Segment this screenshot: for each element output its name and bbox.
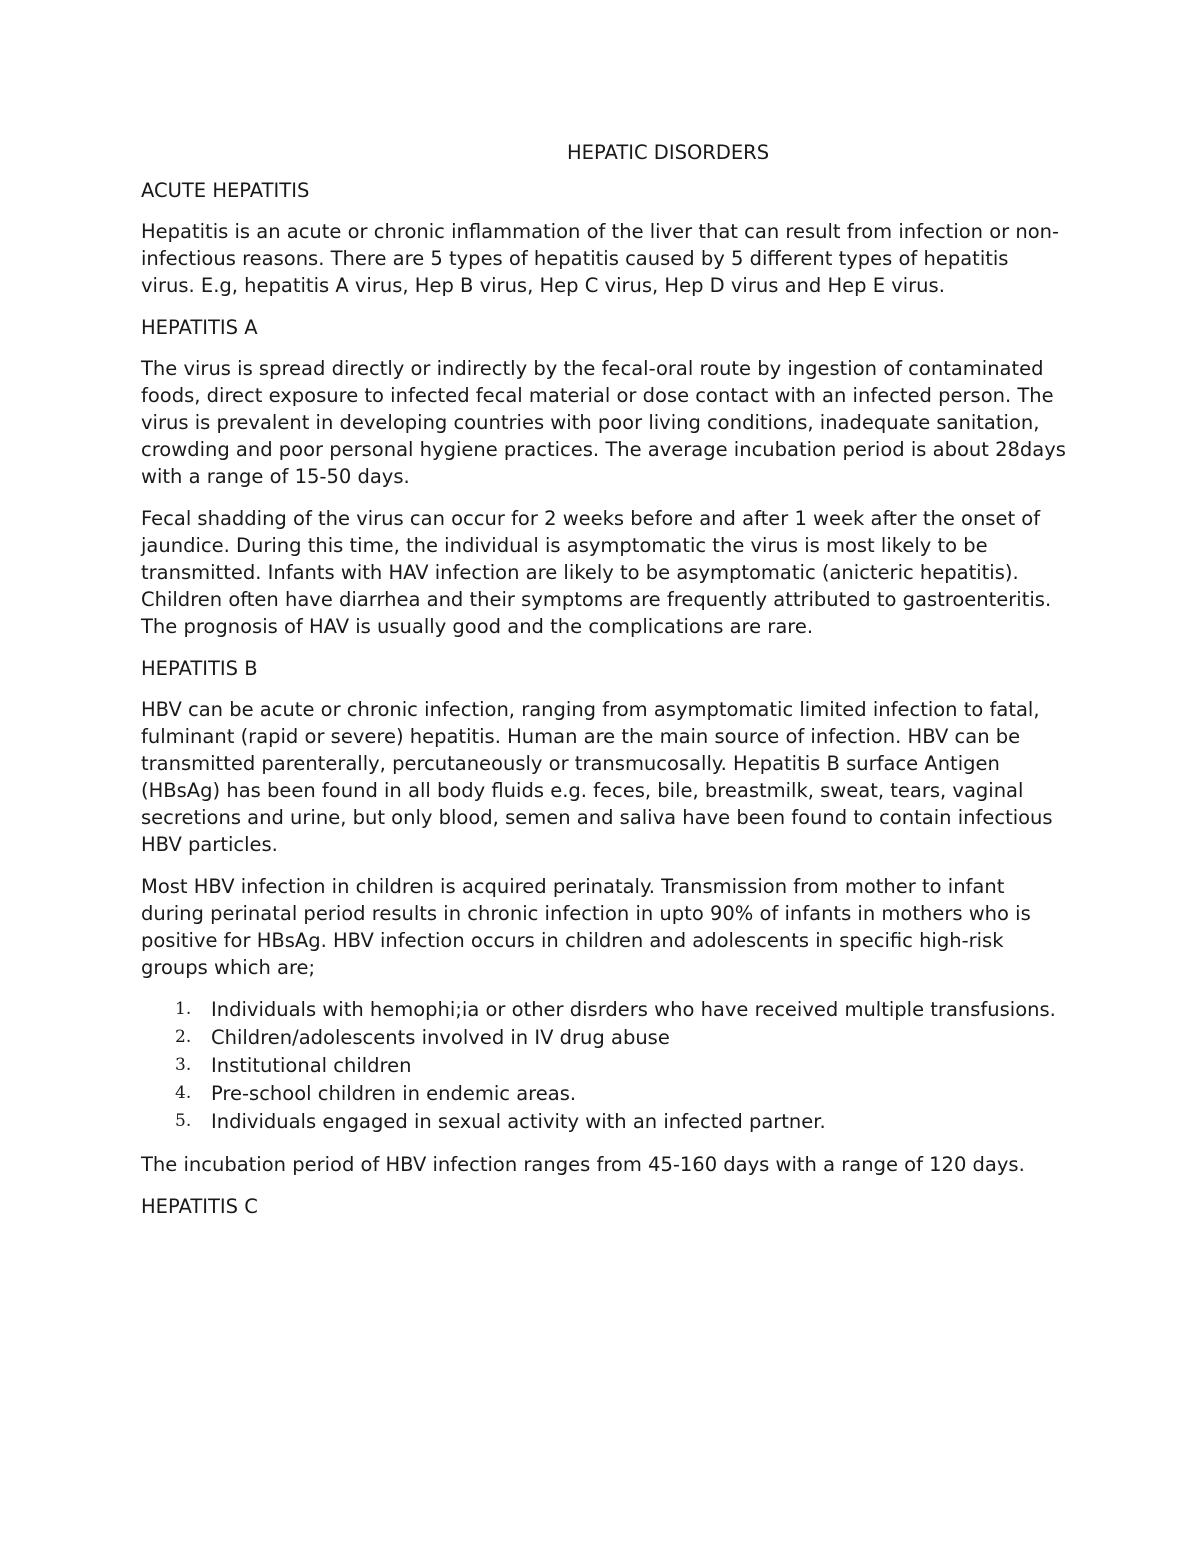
- document-title: [141, 139, 1066, 166]
- list-item-number: 3.: [175, 1055, 192, 1075]
- paragraph-hepatitis-b-2: Most HBV infection in children is acquired perinataly. Transmission from mother to infant during perinatal period results in chronic infection in upto 90% of infants in mothers who is positive for HBsAg. HBV infection occurs in children and adolescents in specific high-risk groups which are;: [141, 875, 1031, 979]
- list-item: [141, 1052, 1066, 1079]
- list-item-text: Individuals with hemophi;ia or other disrders who have received multiple transfusions.: [211, 998, 1056, 1021]
- paragraph-hepatitis-a-2: Fecal shadding of the virus can occur for 2 weeks before and after 1 week after the onset of jaundice. During this time, the individual is asymptomatic the virus is most likely to be transmitted. Infants with HAV infection are likely to be asymptomatic (anicteric hepatitis). Children often have diarrhea and their symptoms are frequently attributed to gastroenteritis. The prognosis of HAV is usually good and the complications are rare.: [141, 507, 1052, 638]
- paragraph-hepatitis-a-1: The virus is spread directly or indirectly by the fecal-oral route by ingestion of contaminated foods, direct exposure to infected fecal material or dose contact with an infected person. The virus is prevalent in developing countries with poor living conditions, inadequate sanitation, crowding and poor personal hygiene practices. The average incubation period is about 28days with a range of 15-50 days.: [141, 357, 1066, 488]
- list-item-text: Children/adolescents involved in IV drug abuse: [211, 1026, 670, 1049]
- list-item-text: Institutional children: [211, 1054, 412, 1077]
- list-item: [141, 1080, 1066, 1107]
- document-page: [141, 139, 1066, 1234]
- heading-hepatitis-a: HEPATITIS A: [141, 316, 258, 339]
- list-item: [141, 1108, 1066, 1135]
- heading-hepatitis-b: HEPATITIS B: [141, 657, 258, 680]
- heading-acute-hepatitis: ACUTE HEPATITIS: [141, 179, 310, 202]
- list-item-text: Pre-school children in endemic areas.: [211, 1082, 577, 1105]
- list-item-number: 5.: [175, 1111, 192, 1131]
- list-item-number: 1.: [175, 999, 192, 1019]
- paragraph-hepatitis-b-3: The incubation period of HBV infection ranges from 45-160 days with a range of 120 days.: [141, 1153, 1025, 1176]
- list-item: [141, 996, 1066, 1023]
- list-item-text: Individuals engaged in sexual activity with an infected partner.: [211, 1110, 826, 1133]
- list-item-number: 4.: [175, 1083, 192, 1103]
- high-risk-groups-list: [141, 996, 1066, 1135]
- list-item-number: 2.: [175, 1027, 192, 1047]
- paragraph-hepatitis-b-1: HBV can be acute or chronic infection, ranging from asymptomatic limited infection to fatal, fulminant (rapid or severe) hepatitis. Human are the main source of infection. HBV can be transmitted parenterally, percutaneously or transmucosally. Hepatitis B surface Antigen (HBsAg) has been found in all body fluids e.g. feces, bile, breastmilk, sweat, tears, vaginal secretions and urine, but only blood, semen and saliva have been found to contain infectious HBV particles.: [141, 698, 1053, 856]
- document-title-text: HEPATIC DISORDERS: [567, 141, 770, 164]
- list-item: [141, 1024, 1066, 1051]
- paragraph-acute-hepatitis: Hepatitis is an acute or chronic inflammation of the liver that can result from infection or non-infectious reasons. There are 5 types of hepatitis caused by 5 different types of hepatitis virus. E.g, hepatitis A virus, Hep B virus, Hep C virus, Hep D virus and Hep E virus.: [141, 220, 1060, 297]
- heading-hepatitis-c: HEPATITIS C: [141, 1195, 258, 1218]
